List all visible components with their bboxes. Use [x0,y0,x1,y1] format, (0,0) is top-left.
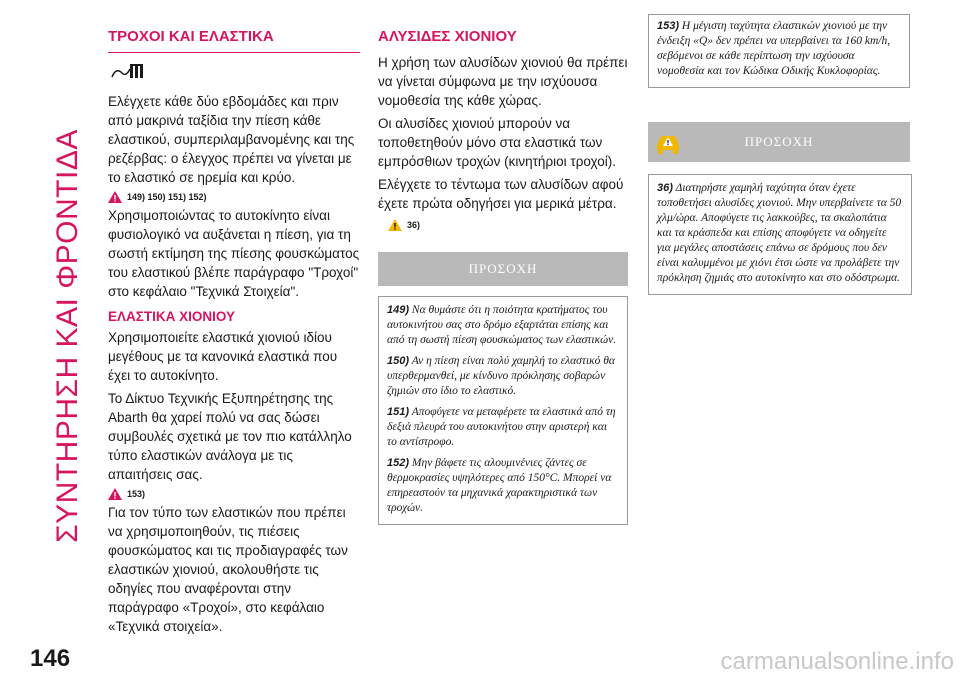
note-number: 149) [387,304,410,316]
note-number: 150) [387,355,410,367]
note-number: 151) [387,406,410,418]
caution-note [387,405,619,450]
tires-paragraph-1: Ελέγχετε κάθε δύο εβδομάδες και πριν από μακρινά ταξίδια την πίεση κάθε ελαστικού, συμπεριλαμβανομένης και της ρεζέρβας: ο έλεγχος πρέπει να γίνεται με το ελαστικό σε ηρεμία και κρύο. [108,94,355,185]
warning-refs-1 [108,191,360,203]
note-153-box [648,14,910,88]
caution-note [387,354,619,399]
note-text: Η μέγιστη ταχύτητα ελαστικών χιονιού με την ένδειξη «Q» δεν πρέπει να υπερβαίνει τα 160 km/h, σεβόμενοι σε κάθε περίπτωση την ισχύουσα νομοθεσία και τον Κώδικα Οδικής Κυκλοφορίας. [657,20,891,77]
warning-refs-1-text: 149) 150) 151) 152) [127,192,207,202]
caution-label-2: ΠΡΟΣΟΧΗ [744,134,814,149]
section-title-tires: ΤΡΟΧΟΙ ΚΑΙ ΕΛΑΣΤΙΚΑ [108,28,274,45]
caution-notes-box [378,296,628,525]
warning-triangle-icon [108,191,122,203]
column-snow-chains [378,28,628,525]
note-number: 153) [657,20,680,32]
note-text: Αν η πίεση είναι πολύ χαμηλή το ελαστικό θα υπερθερμανθεί, με κίνδυνο πρόκλησης σοβαρών ζημιών στο ίδιο το ελαστικό. [387,355,615,397]
caution-note [657,19,901,79]
note-number: 36) [657,182,673,194]
snow-tires-paragraph-3: Για τον τύπο των ελαστικών που πρέπει να χρησιμοποιηθούν, τις πιέσεις φουσκώματος και τις προδιαγραφές των ελαστικών χιονιού, ακολουθήστε τις οδηγίες που αναφέρονται στην παράγραφο «Τροχοί», στο κεφάλαιο «Τεχνικά στοιχεία». [108,505,348,634]
note-text: Διατηρήστε χαμηλή ταχύτητα όταν έχετε τοποθετήσει αλυσίδες χιονιού. Μην υπερβαίνετε τα 50 χλμ/ώρα. Αποφύγετε τις λακκούβες, τα σκαλοπάτια και τα κράσπεδα και επίσης αποφύγετε να οδηγείτε για μεγάλες αποστάσεις επάνω σε δρόμους που δεν είναι καλυμμένοι με χιόνι έτσι ώστε να προλάβετε την πρόκληση ζημιάς στο αυτοκίνητο και στο οδόστρωμα. [657,182,902,284]
caution-bar [378,252,628,286]
note-text: Μην βάφετε τις αλουμινένιες ζάντες σε θερμοκρασίες υψηλότερες από 150°C. Μπορεί να επηρεαστούν τα μηχανικά χαρακτηριστικά των τροχών. [387,457,612,514]
warning-triangle-icon [388,219,402,231]
page-number: 146 [30,645,71,672]
column-tires [108,28,360,640]
chains-paragraph-1: Η χρήση των αλυσίδων χιονιού θα πρέπει να γίνεται σύμφωνα με την ισχύουσα νομοθεσία της κάθε χώρας. [378,55,628,108]
column-notes [648,14,910,88]
caution-note [387,456,619,516]
section-title-rule [108,28,360,53]
chains-paragraph-2: Οι αλυσίδες χιονιού μπορούν να τοποθετηθούν μόνο στα ελαστικά των εμπρόσθιων τροχών (κινητήριοι τροχοί). [378,116,617,169]
caution-note [657,181,903,286]
sidebar-chapter-title [42,26,94,646]
warning-refs-3 [388,219,628,231]
warning-refs-2-text: 153) [127,489,146,499]
warning-refs-3-text: 36) [407,220,421,230]
warning-triangle-icon [108,488,122,500]
snow-tires-paragraph-2: Το Δίκτυο Τεχνικής Εξυπηρέτησης της Abarth θα χαρεί πολύ να σας δώσει συμβουλές σχετικά με τον πιο κατάλληλο τύπο ελαστικών ανάλογα με τις απαιτήσεις σας. [108,391,352,482]
caution-note [387,303,619,348]
tire-pressure-note-icon [110,63,146,86]
note-36-box [648,174,912,295]
section-title-snow-chains: ΑΛΥΣΙΔΕΣ ΧΙΟΝΙΟΥ [378,28,517,45]
chapter-title-text: ΣΥΝΤΗΡΗΣΗ ΚΑΙ ΦΡΟΝΤΙΔΑ [51,129,84,543]
note-number: 152) [387,457,410,469]
note-text: Να θυμάστε ότι η ποιότητα κρατήματος του αυτοκινήτου σας στο δρόμο εξαρτάται επίσης και από τη σωστή πίεση φουσκώματος των ελαστικών. [387,304,617,346]
watermark: carmanualsonline.info [720,648,954,675]
chains-paragraph-3: Ελέγχετε το τέντωμα των αλυσίδων αφού έχετε πρώτα οδηγήσει για μερικά μέτρα. [378,177,624,211]
note-text: Αποφύγετε να μεταφέρετε τα ελαστικά από τη δεξιά πλευρά του αυτοκινήτου στην αριστερή και το αντίστροφο. [387,406,616,448]
caution-label: ΠΡΟΣΟΧΗ [468,261,538,276]
snow-tires-paragraph-1: Χρησιμοποιείτε ελαστικά χιονιού ιδίου μεγέθους με τα κανονικά ελαστικά που έχει το αυτοκίνητο. [108,330,338,383]
snow-tires-heading: ΕΛΑΣΤΙΚΑ ΧΙΟΝΙΟΥ [108,309,235,324]
warning-refs-2 [108,488,360,500]
tires-paragraph-2: Χρησιμοποιώντας το αυτοκίνητο είναι φυσιολογικό να αυξάνεται η πίεση, για τη σωστή εκτίμηση της πίεσης φουσκώματος του ελαστικού βλέπε παράγραφο "Τροχοί" στο κεφάλαιο "Τεχνικά Στοιχεία". [108,208,360,299]
